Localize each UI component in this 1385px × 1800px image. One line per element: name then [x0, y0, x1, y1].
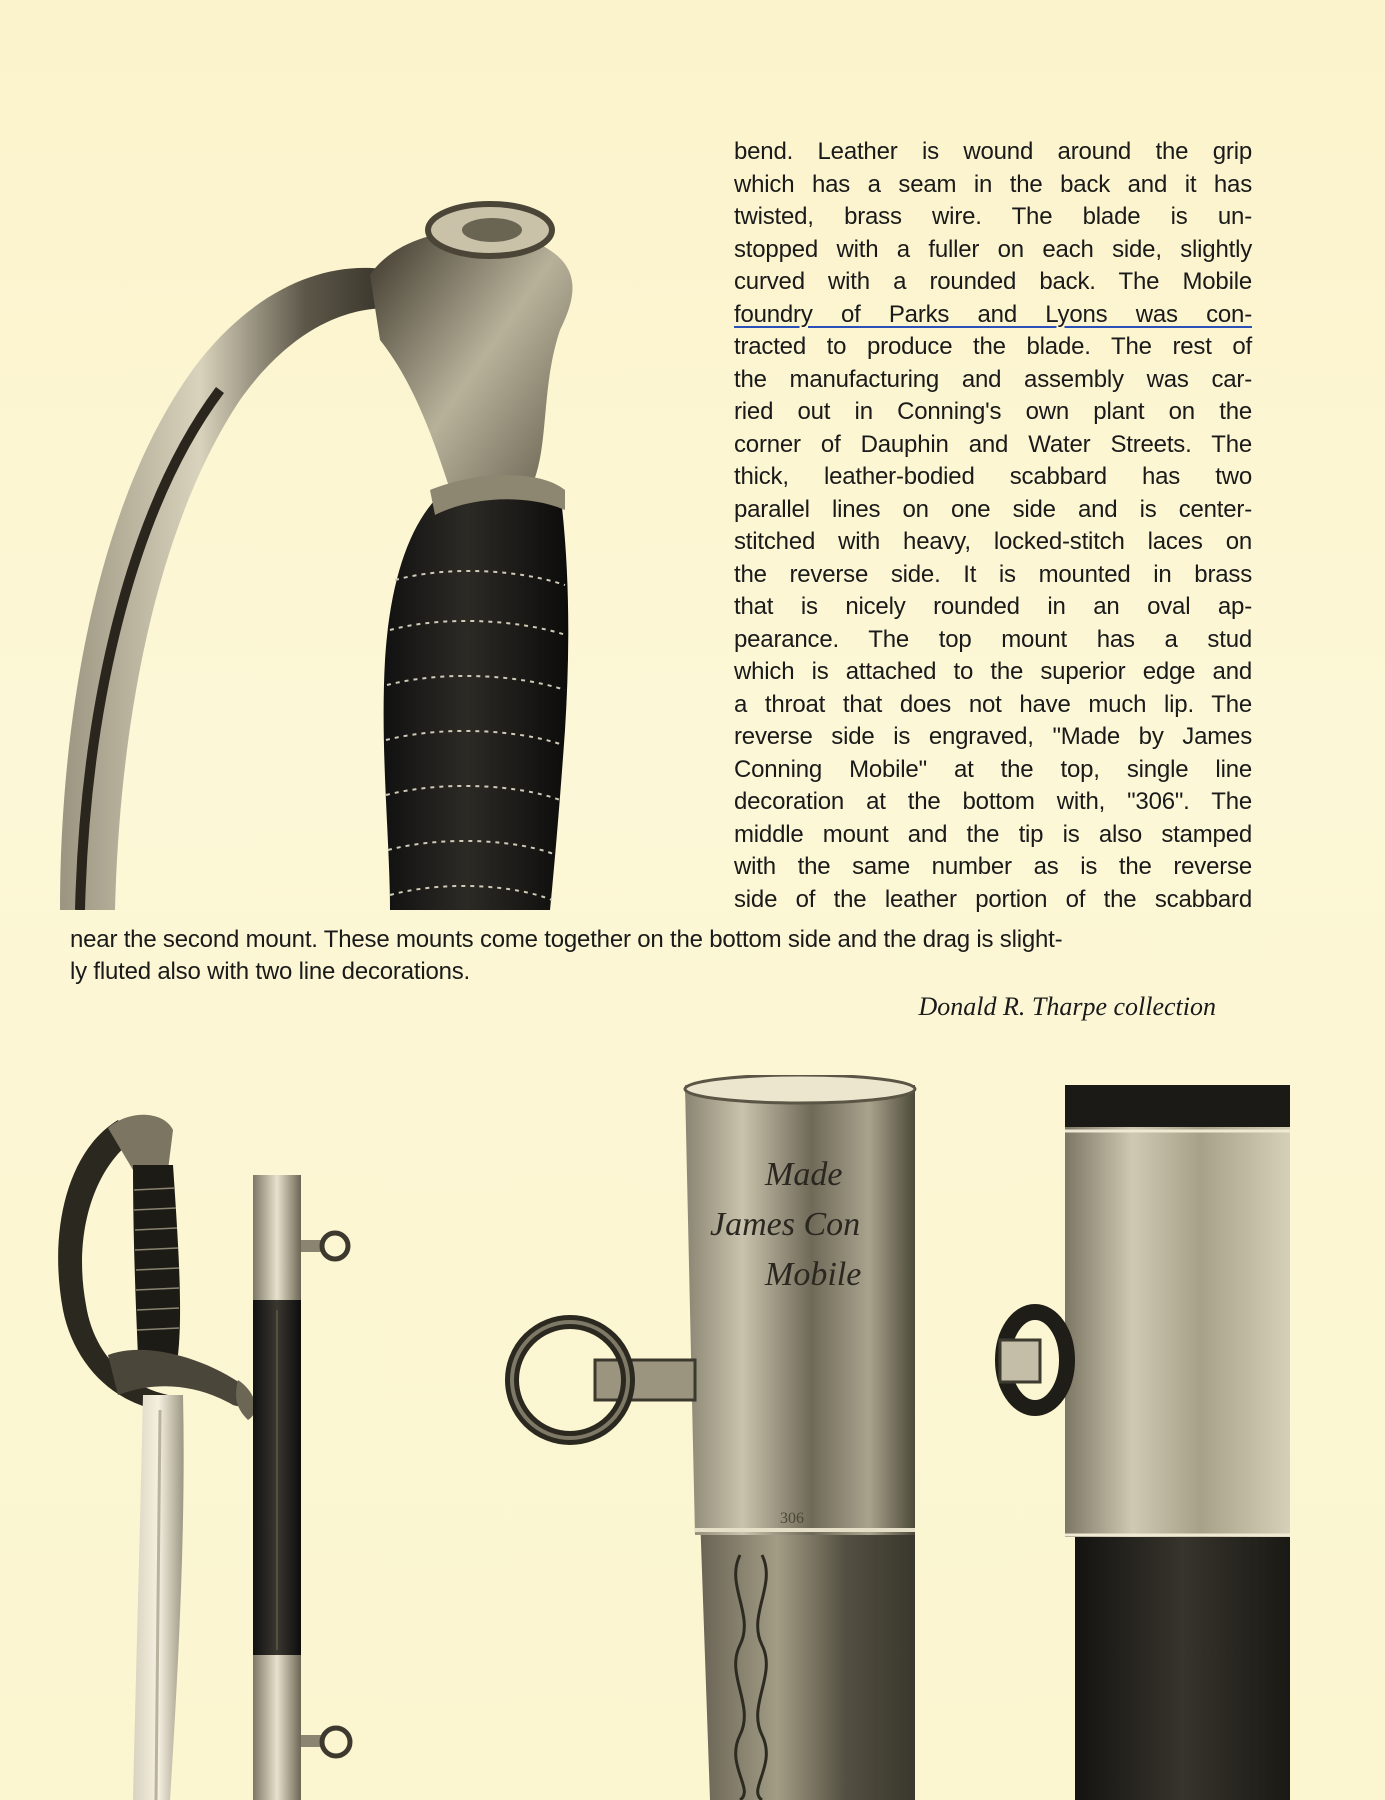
sword-and-scabbard-photo — [48, 1110, 408, 1800]
article-line: ly fluted also with two line decorations. — [70, 958, 471, 985]
article-line: stitched with heavy, locked-stitch laces on — [734, 528, 1252, 555]
article-line: ried out in Conning's own plant on the — [734, 398, 1252, 425]
photo-credit-caption: Donald R. Tharpe collection — [918, 992, 1216, 1021]
article-line: middle mount and the tip is also stamped — [734, 820, 1252, 848]
article-line: a throat that does not have much lip. The — [734, 690, 1252, 718]
hilt-closeup-photo — [60, 190, 650, 910]
article-line: Conning Mobile" at the top, single line — [734, 755, 1252, 783]
engraving-line-2: James Con — [710, 1206, 861, 1243]
article-line: curved with a rounded back. The Mobile — [734, 268, 1252, 295]
article-line: that is nicely rounded in an oval ap- — [734, 593, 1252, 620]
engraving-line-1: Made — [765, 1156, 843, 1193]
article-line: near the second mount. These mounts come together on the bottom side and the drag is slight- — [70, 926, 1063, 953]
article-line: stopped with a fuller on each side, slightly — [734, 235, 1252, 263]
article-line: decoration at the bottom with, "306". The — [734, 788, 1252, 815]
article-line: foundry of Parks and Lyons was con- — [734, 300, 1252, 328]
article-line: side of the leather portion of the scabbard — [734, 885, 1252, 913]
article-line: reverse side is engraved, "Made by James — [734, 723, 1252, 750]
article-line: which has a seam in the back and it has — [734, 170, 1252, 198]
engraving-line-3: Mobile — [765, 1256, 862, 1293]
article-line: twisted, brass wire. The blade is un- — [734, 203, 1252, 230]
article-line: the manufacturing and assembly was car- — [734, 365, 1252, 393]
scabbard-middle-mount-photo — [990, 1085, 1320, 1800]
article-line: with the same number as is the reverse — [734, 853, 1252, 880]
article-line: bend. Leather is wound around the grip — [734, 138, 1252, 165]
article-line: thick, leather-bodied scabbard has two — [734, 463, 1252, 490]
article-line: the reverse side. It is mounted in brass — [734, 560, 1252, 588]
scabbard-top-mount-photo — [500, 1075, 930, 1800]
article-line: parallel lines on one side and is center- — [734, 495, 1252, 523]
article-line: pearance. The top mount has a stud — [734, 625, 1252, 653]
article-line: corner of Dauphin and Water Streets. The — [734, 430, 1252, 458]
article-line: which is attached to the superior edge and — [734, 658, 1252, 685]
stamp-number: 306 — [780, 1510, 804, 1527]
article-line: tracted to produce the blade. The rest of — [734, 333, 1252, 360]
